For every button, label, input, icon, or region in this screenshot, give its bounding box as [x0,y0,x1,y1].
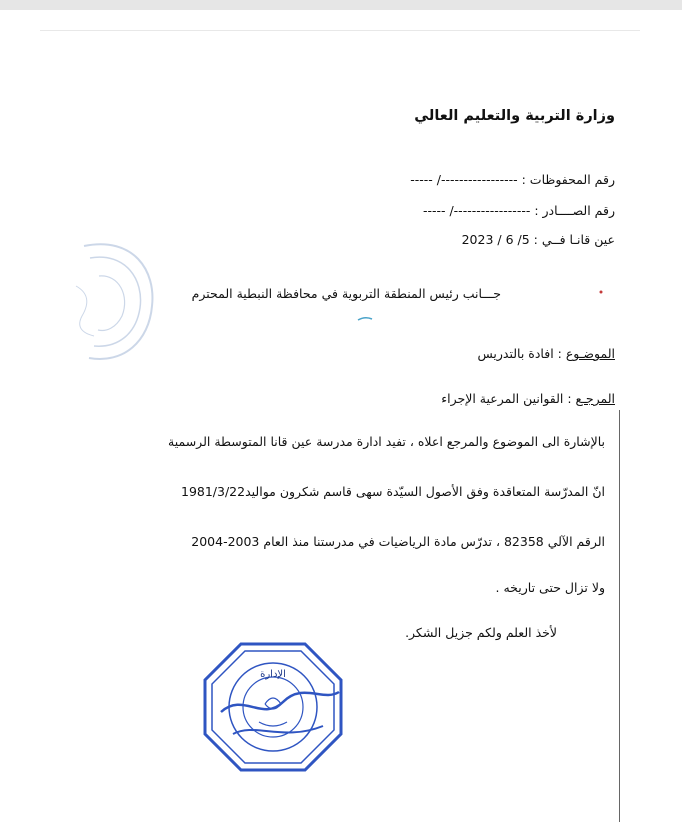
reference-text: : القوانين المرعية الإجراء [441,391,576,406]
closing-line: لأخذ العلم ولكم جزيل الشكر. [405,625,557,640]
archive-number: رقم المحفوظات : -----------------/ ----- [410,172,615,187]
reference-line [441,391,615,406]
subject-line [477,346,615,361]
body-line-3: الرقم الآلي 82358 ، تدرّس مادة الرياضيات في مدرستنا منذ العام 2003-2004 [191,534,605,549]
margin-line [619,410,620,822]
subject-label: الموضـوع [565,346,615,361]
letter-page [0,10,682,822]
body-line-1: بالإشارة الى الموضوع والمرجع اعلاه ، تفيد ادارة مدرسة عين قانا المتوسطة الرسمية [168,434,605,449]
reference-label: المرجـع [575,391,615,406]
outgoing-number: رقم الصــــادر : -----------------/ ----- [422,203,615,218]
decorative-mark [357,315,373,323]
header-rule [40,30,640,31]
faint-stamp-icon [64,236,158,366]
addressee: جـــانب رئيس المنطقة التربوية في محافظة النبطية المحترم [191,286,501,301]
decorative-dot [598,289,604,295]
stamp-label: الإدارة [260,669,286,680]
official-stamp-icon [203,642,343,772]
ministry-title: وزارة التربية والتعليم العالي [414,108,615,124]
body-line-2: انّ المدرّسة المتعاقدة وفق الأصول السيّدة سهى قاسم شكرون مواليد1981/3/22 [181,484,605,499]
subject-text: : افادة بالتدريس [477,346,566,361]
body-line-4: ولا تزال حتى تاريخه . [495,580,605,595]
date-line: عين قانـا فــي : 5/ 6 / 2023 [461,232,615,247]
